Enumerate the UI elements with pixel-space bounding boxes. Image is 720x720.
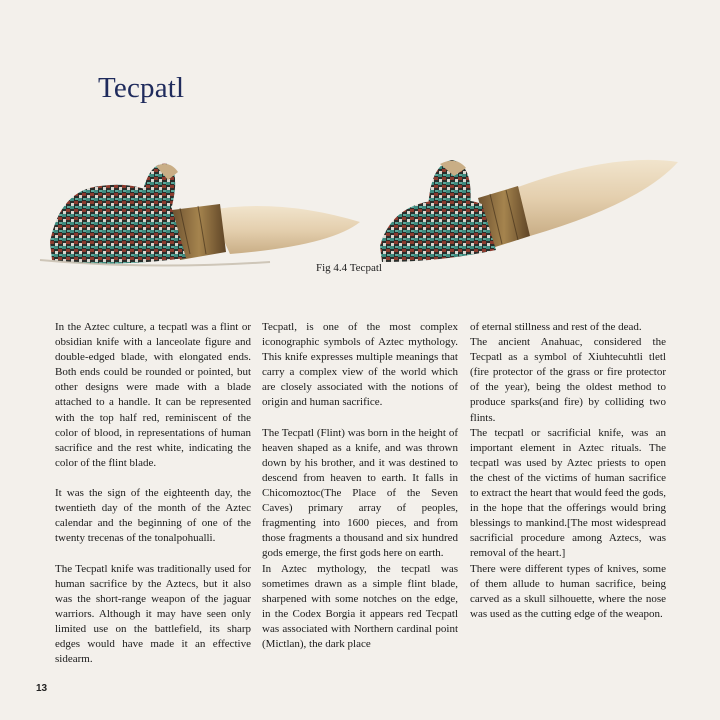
blade-right [510,160,678,236]
paragraph: The ancient Anahuac, considered the Tecpatl as a symbol of Xiuhtecuhtli tletl (fire protector of the grass or fire protector of the year), being the oldest method to produce sparks(and fire) by colliding two flints. [470,336,666,424]
paragraph: There were different types of knives, some of them allude to human sacrifice, being carved as a skull silhouette, where the nose was used as the cutting edge of the weapon. [470,562,666,620]
knife-right [380,160,678,262]
page-title: Tecpatl [98,72,185,104]
paragraph: The tecpatl or sacrificial knife, was an important element in Aztec rituals. The tecpatl was used by Aztec priests to open the chest of the victims of human sacrifice to extract the heart that would feed the gods, in the hope that the offerings would bring blessings to mankind.[The most widespread sacrificial procedure among Aztecs, was removal of the heart.] [470,426,666,560]
paragraph: The Tecpatl knife was traditionally used for human sacrifice by the Aztecs, but it also was the short-range weapon of the jaguar warriors. Although it may have seen only limited use on the battlefield, its sharp edges would have made it an effective sidearm. [55,562,251,666]
blade-left [210,206,360,254]
paragraph: Tecpatl, is one of the most complex iconographic symbols of Aztec mythology. This knife expresses multiple meanings that carry a complex view of the world which are closely associated with the notions of origin and human sacrifice. [262,321,458,409]
paragraph: The Tecpatl (Flint) was born in the height of heaven shaped as a knife, and was thrown down by his brother, and it was destined to descend from heaven to earth. It falls in Chicomoztoc(The Place of the Seven Caves) primary array of peoples, fragmenting into 1600 pieces, and from those fragments a thousand and six hundred gods emerge, the first gods here on earth. [262,426,458,560]
paragraph: In Aztec mythology, the tecpatl was sometimes drawn as a simple flint blade, sharpened with some notches on the edge, in the Codex Borgia it appears red Tecpatl was associated with Northern cardinal point (Mictlan), the dark place [262,562,458,650]
text-column-1 [55,320,251,667]
tecpatl-knife-images [30,150,690,280]
knife-left [40,164,360,266]
paragraph: In the Aztec culture, a tecpatl was a flint or obsidian knife with a lanceolate figure and double-edged blade, with elongated ends. Both ends could be rounded or pointed, but other designs were made with a blade attached to a handle. It can be represented with the top half red, reminiscent of the color of blood, in representations of human sacrifice and the rest white, indicating the color of the flint blade. [55,321,251,469]
paragraph: It was the sign of the eighteenth day, the twentieth day of the month of the Aztec calendar and the beginning of one of the twenty trecenas of the tonalpohualli. [55,487,251,545]
text-column-3 [470,320,666,622]
text-column-2 [262,320,458,652]
figure-caption: Fig 4.4 Tecpatl [316,262,382,274]
paragraph: of eternal stillness and rest of the dead. [470,321,642,333]
figure-tecpatl [30,150,690,280]
page-number: 13 [36,683,48,694]
